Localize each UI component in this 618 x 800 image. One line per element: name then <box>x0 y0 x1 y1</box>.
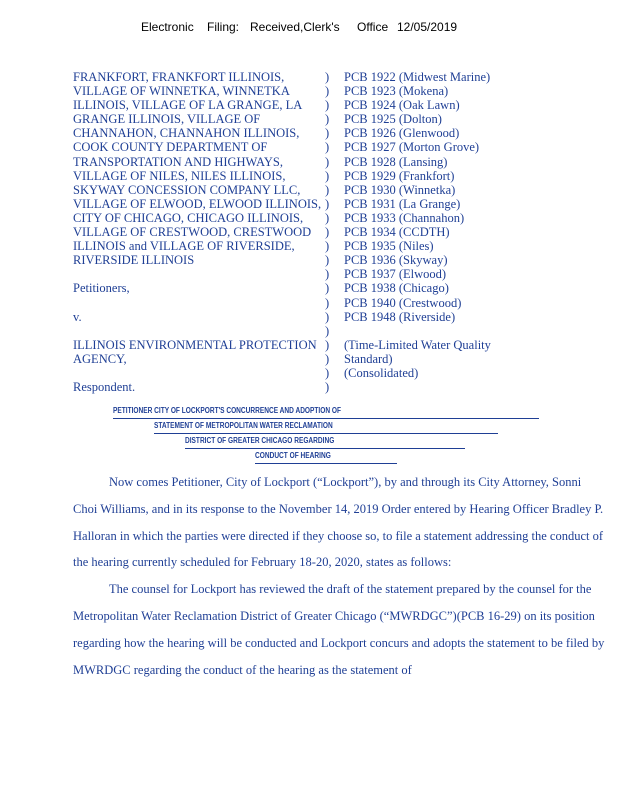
caption-party-text: VILLAGE OF WINNETKA, WINNETKA <box>73 84 290 99</box>
caption-case-number: PCB 1934 (CCDTH) <box>344 225 450 240</box>
caption-party-text: VILLAGE OF ELWOOD, ELWOOD ILLINOIS, <box>73 196 322 211</box>
caption-case-number: (Time-Limited Water Quality <box>344 337 491 352</box>
caption-paren: ) <box>325 323 330 338</box>
stamp-filing: Filing: <box>207 20 240 34</box>
caption-party-text: CITY OF CHICAGO, CHICAGO ILLINOIS, <box>73 210 304 225</box>
caption-paren: ) <box>325 253 330 268</box>
caption-party-text: ILLINOIS and VILLAGE OF RIVERSIDE, <box>73 239 295 254</box>
caption-paren: ) <box>325 365 330 380</box>
caption-party-text: ILLINOIS, VILLAGE OF LA GRANGE, LA <box>73 98 303 113</box>
caption-case-number: PCB 1930 (Winnetka) <box>344 182 456 197</box>
caption-case-number: PCB 1938 (Chicago) <box>344 281 449 296</box>
caption-case-number: (Consolidated) <box>344 365 419 380</box>
caption-case-number: PCB 1927 (Morton Grove) <box>344 140 480 155</box>
title-underline-1 <box>113 418 539 419</box>
caption-case-number: PCB 1937 (Elwood) <box>344 267 447 282</box>
caption-paren: ) <box>325 267 330 282</box>
caption-case-number: PCB 1925 (Dolton) <box>344 112 442 127</box>
caption-case-number: PCB 1948 (Riverside) <box>344 309 456 324</box>
caption-case-number: PCB 1929 (Frankfort) <box>344 168 455 183</box>
title-underline-4 <box>255 463 397 464</box>
caption-paren: ) <box>325 112 330 127</box>
caption-paren: ) <box>325 168 330 183</box>
title-line-4: CONDUCT OF HEARING <box>255 451 331 460</box>
title-underline-2 <box>154 433 498 434</box>
caption-paren: ) <box>325 98 330 113</box>
caption-party-text: VILLAGE OF CRESTWOOD, CRESTWOOD <box>73 225 312 240</box>
paragraph-2: The counsel for Lockport has reviewed the draft of the statement prepared by the counsel for the Metropolitan Water Reclamation District of Greater Chicago (“MWRDGC”)(PCB 16-29) on its position regarding how the hearing will be conducted and Lockport concurs and adopts the statement to be filed by MWRDGC regarding the conduct of the hearing as the statement of <box>73 582 605 677</box>
caption-party-text: TRANSPORTATION AND HIGHWAYS, <box>73 154 283 169</box>
title-line-2: STATEMENT OF METROPOLITAN WATER RECLAMATION <box>154 421 333 430</box>
caption-paren: ) <box>325 210 330 225</box>
caption-case-number: PCB 1933 (Channahon) <box>344 210 465 225</box>
caption-party-text: COOK COUNTY DEPARTMENT OF <box>73 140 268 155</box>
caption-paren: ) <box>325 380 330 395</box>
caption-paren: ) <box>325 140 330 155</box>
caption-case-number: PCB 1936 (Skyway) <box>344 253 448 268</box>
caption-paren: ) <box>325 70 330 84</box>
caption-case-number: PCB 1922 (Midwest Marine) <box>344 70 491 84</box>
caption-party-text: AGENCY, <box>73 351 127 366</box>
caption-case-number: PCB 1940 (Crestwood) <box>344 295 462 310</box>
caption-party-text: SKYWAY CONCESSION COMPANY LLC, <box>73 182 301 197</box>
caption-paren: ) <box>325 295 330 310</box>
caption-paren: ) <box>325 239 330 254</box>
caption-party-text: Respondent. <box>73 380 136 395</box>
caption-paren: ) <box>325 126 330 141</box>
caption-case-number: PCB 1926 (Glenwood) <box>344 126 460 141</box>
caption-case-number: Standard) <box>344 351 393 366</box>
stamp-received: Received,Clerk's <box>250 20 340 34</box>
caption-paren: ) <box>325 281 330 296</box>
caption-paren: ) <box>325 351 330 366</box>
caption-party-text: RIVERSIDE ILLINOIS <box>73 253 195 268</box>
caption-case-number: PCB 1928 (Lansing) <box>344 154 448 169</box>
caption-case-number: PCB 1923 (Mokena) <box>344 84 449 99</box>
stamp-date: 12/05/2019 <box>397 20 458 34</box>
caption-case-number: PCB 1931 (La Grange) <box>344 196 461 211</box>
paragraph-1: Now comes Petitioner, City of Lockport (“Lockport”), by and through its City Attorney, Sonni Choi Williams, and in its response to the November 14, 2019 Order entered by Hearing Officer Bradley P. Halloran in which the parties were directed if they choose so, to file a statement addressing the conduct of the hearing currently scheduled for February 18-20, 2020, states as follows: <box>73 475 604 570</box>
caption-party-text: ILLINOIS ENVIRONMENTAL PROTECTION <box>73 337 317 352</box>
caption-party-text: Petitioners, <box>73 281 130 296</box>
title-underline-3 <box>185 448 465 449</box>
caption-party-text: CHANNAHON, CHANNAHON ILLINOIS, <box>73 126 300 141</box>
caption-party-text: GRANGE ILLINOIS, VILLAGE OF <box>73 112 261 127</box>
caption-paren: ) <box>325 182 330 197</box>
caption-paren: ) <box>325 309 330 324</box>
caption-case-number: PCB 1935 (Niles) <box>344 239 434 254</box>
stamp-office: Office <box>357 20 389 34</box>
stamp-electronic: Electronic <box>141 20 194 34</box>
caption-paren: ) <box>325 196 330 211</box>
title-line-1: PETITIONER CITY OF LOCKPORT'S CONCURRENCE AND ADOPTION OF <box>113 406 342 415</box>
caption-paren: ) <box>325 337 330 352</box>
caption-party-text: VILLAGE OF NILES, NILES ILLINOIS, <box>73 168 286 183</box>
document-body <box>73 469 608 683</box>
caption-party-text: v. <box>73 309 82 324</box>
title-line-3: DISTRICT OF GREATER CHICAGO REGARDING <box>185 436 335 445</box>
caption-party-text: FRANKFORT, FRANKFORT ILLINOIS, <box>73 70 285 84</box>
caption-paren: ) <box>325 154 330 169</box>
caption-paren: ) <box>325 84 330 99</box>
caption-case-number: PCB 1924 (Oak Lawn) <box>344 98 460 113</box>
caption-paren: ) <box>325 225 330 240</box>
